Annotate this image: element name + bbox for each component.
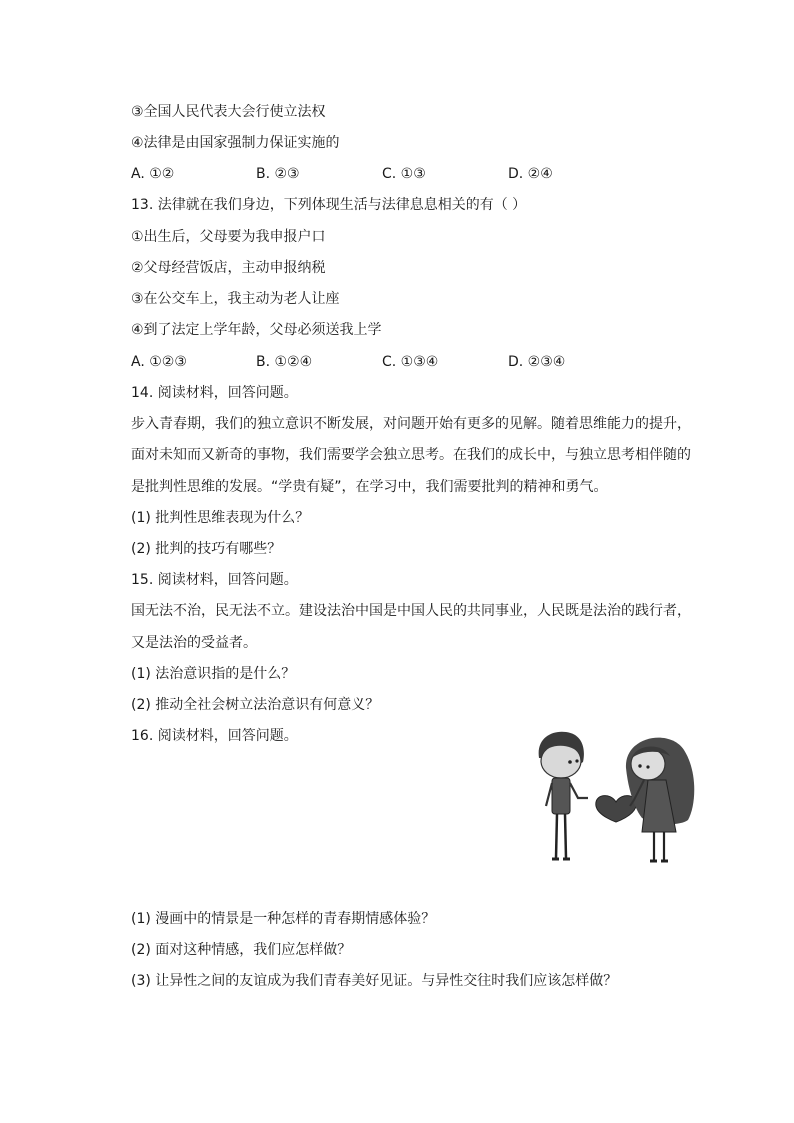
q13-option-a: A. ①②③	[131, 354, 187, 370]
q15-material-line-2: 又是法治的受益者。	[131, 635, 257, 651]
q13-option-b: B. ①②④	[256, 354, 313, 370]
q13-option-c: C. ①③④	[382, 354, 439, 370]
boy-figure	[539, 732, 588, 859]
q12-options	[131, 164, 731, 184]
q13-item-2: ②父母经营饭店，主动申报纳税	[131, 260, 326, 276]
heart-icon	[596, 796, 636, 822]
cartoon-boy-girl-heart-image	[530, 728, 702, 870]
q15-question-2: (2) 推动全社会树立法治意识有何意义？	[131, 697, 380, 713]
q14-stem: 14. 阅读材料，回答问题。	[131, 385, 298, 401]
q14-material-line-2: 面对未知而又新奇的事物，我们需要学会独立思考。在我们的成长中，与独立思考相伴随的	[131, 447, 691, 463]
q13-stem: 13. 法律就在我们身边，下列体现生活与法律息息相关的有（ ）	[131, 197, 527, 213]
q12-item-4: ④法律是由国家强制力保证实施的	[131, 135, 340, 151]
q16-stem: 16. 阅读材料，回答问题。	[131, 728, 298, 744]
q12-option-a: A. ①②	[131, 166, 175, 182]
q13-item-3: ③在公交车上，我主动为老人让座	[131, 291, 340, 307]
q14-material-line-1: 步入青春期，我们的独立意识不断发展，对问题开始有更多的见解。随着思维能力的提升，	[131, 416, 691, 432]
q16-question-2: (2) 面对这种情感，我们应怎样做？	[131, 942, 352, 958]
q13-item-4: ④到了法定上学年龄，父母必须送我上学	[131, 322, 382, 338]
q12-item-3: ③全国人民代表大会行使立法权	[131, 104, 326, 120]
q13-options	[131, 352, 731, 372]
q14-question-1: (1) 批判性思维表现为什么？	[131, 510, 310, 526]
q15-question-1: (1) 法治意识指的是什么？	[131, 666, 296, 682]
q16-question-1: (1) 漫画中的情景是一种怎样的青春期情感体验？	[131, 911, 436, 927]
q12-option-c: C. ①③	[382, 166, 426, 182]
q13-item-1: ①出生后，父母要为我申报户口	[131, 229, 326, 245]
girl-figure	[626, 738, 694, 861]
q12-option-b: B. ②③	[256, 166, 300, 182]
q13-option-d: D. ②③④	[508, 354, 566, 370]
q15-stem: 15. 阅读材料，回答问题。	[131, 572, 298, 588]
q14-question-2: (2) 批判的技巧有哪些？	[131, 541, 282, 557]
q14-material-line-3: 是批判性思维的发展。“学贵有疑”，在学习中，我们需要批判的精神和勇气。	[131, 479, 608, 495]
q12-option-d: D. ②④	[508, 166, 553, 182]
q16-question-3: (3) 让异性之间的友谊成为我们青春美好见证。与异性交往时我们应该怎样做？	[131, 973, 618, 989]
q15-material-line-1: 国无法不治，民无法不立。建设法治中国是中国人民的共同事业，人民既是法治的践行者，	[131, 603, 691, 619]
